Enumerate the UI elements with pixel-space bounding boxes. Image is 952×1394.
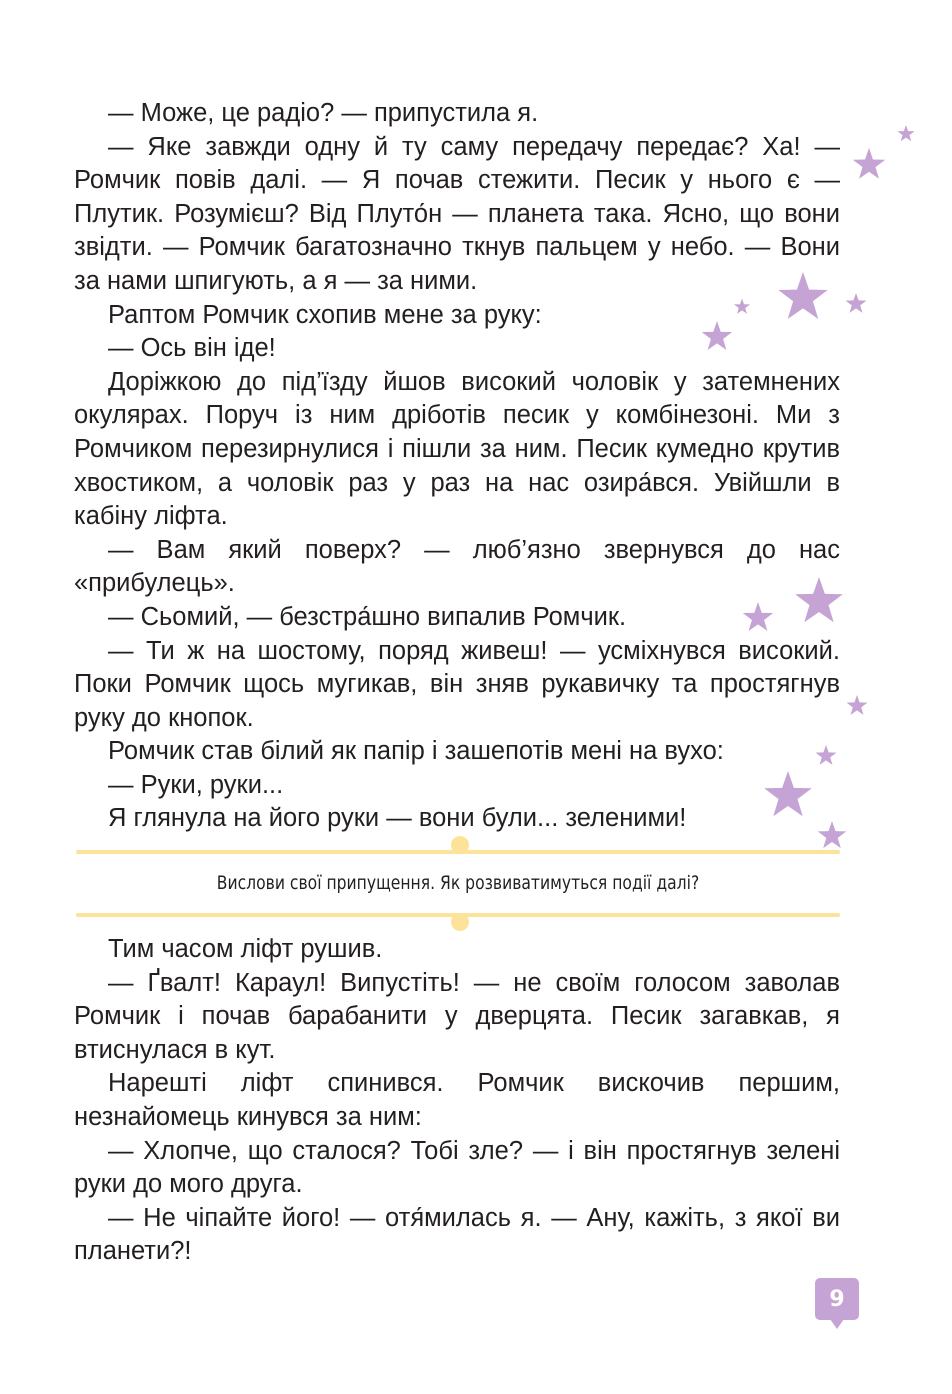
paragraph: — Руки, руки...	[108, 770, 284, 799]
paragraph: — Хлопче, що сталося? Тобі зле? — і він простягнув зелені руки до мого друга.	[74, 1136, 840, 1199]
story-text-bottom	[74, 933, 840, 1269]
divider-top	[76, 850, 840, 854]
star-icon	[846, 293, 867, 313]
divider-bottom	[76, 913, 840, 917]
paragraph: — Не чіпайте його! — отя́милась я. — Ану, кажіть, з якої ви планети?!	[74, 1203, 840, 1266]
page-number: 9	[829, 1286, 845, 1312]
paragraph: Тим часом ліфт рушив.	[108, 935, 383, 963]
paragraph: — Ґвалт! Караул! Випустіть! — не своїм голосом заволав Ромчик і почав барабанити у дверцята. Песик загавкав, я втиснулася в кут.	[74, 968, 840, 1064]
paragraph: — Вам який поверх? — люб’язно звернувся до нас «прибулець».	[74, 535, 840, 598]
paragraph: — Ось він іде!	[108, 334, 276, 363]
page-number-badge	[815, 1278, 859, 1320]
star-icon	[853, 148, 885, 179]
badge-tail	[830, 1319, 844, 1329]
paragraph: Раптом Ромчик схопив мене за руку:	[108, 300, 542, 329]
paragraph: Ромчик став білий як папір і зашепотів мені на вухо:	[108, 737, 724, 766]
paragraph: — Яке завжди одну й ту саму передачу передає? Ха! — Ромчик повів далі. — Я почав стежити. Песик у нього є — Плутик. Розумієш? Від Плуто́н — планета така. Ясно, що вони звідти. — Ромчик багатозначно ткнув пальцем у небо. — Вони за нами шпигують, а я — за ними.	[74, 132, 840, 295]
paragraph: — Може, це радіо? — припустила я.	[108, 99, 539, 127]
paragraph: Нарешті ліфт спинився. Ромчик вискочив першим, незнайомець кинувся за ним:	[74, 1069, 840, 1131]
paragraph: Я глянула на його руки — вони були... зеленими!	[108, 804, 687, 833]
star-icon	[847, 695, 868, 715]
divider-dot	[451, 836, 469, 854]
task-prompt: Вислови свої припущення. Як розвиватимуться події далі?	[216, 872, 700, 894]
paragraph: — Сьомий, — безстра́шно випалив Ромчик.	[108, 602, 627, 631]
paragraph: — Ти ж на шостому, поряд живеш! — усміхнувся високий. Поки Ромчик щось мугикав, він зняв рукавичку та простягнув руку до кнопок.	[74, 636, 840, 732]
divider-dot	[451, 913, 469, 931]
star-icon	[897, 125, 914, 141]
paragraph: Доріжкою до під’їзду йшов високий чоловік у затемнених окулярах. Поруч із ним дріботів песик у комбінезоні. Ми з Ромчиком перезирнулися і пішли за ним. Песик кумедно крутив хвостиком, а чоловік раз у раз на нас озира́вся. Увійшли в кабіну ліфта.	[74, 367, 840, 531]
story-text-top	[74, 97, 840, 836]
